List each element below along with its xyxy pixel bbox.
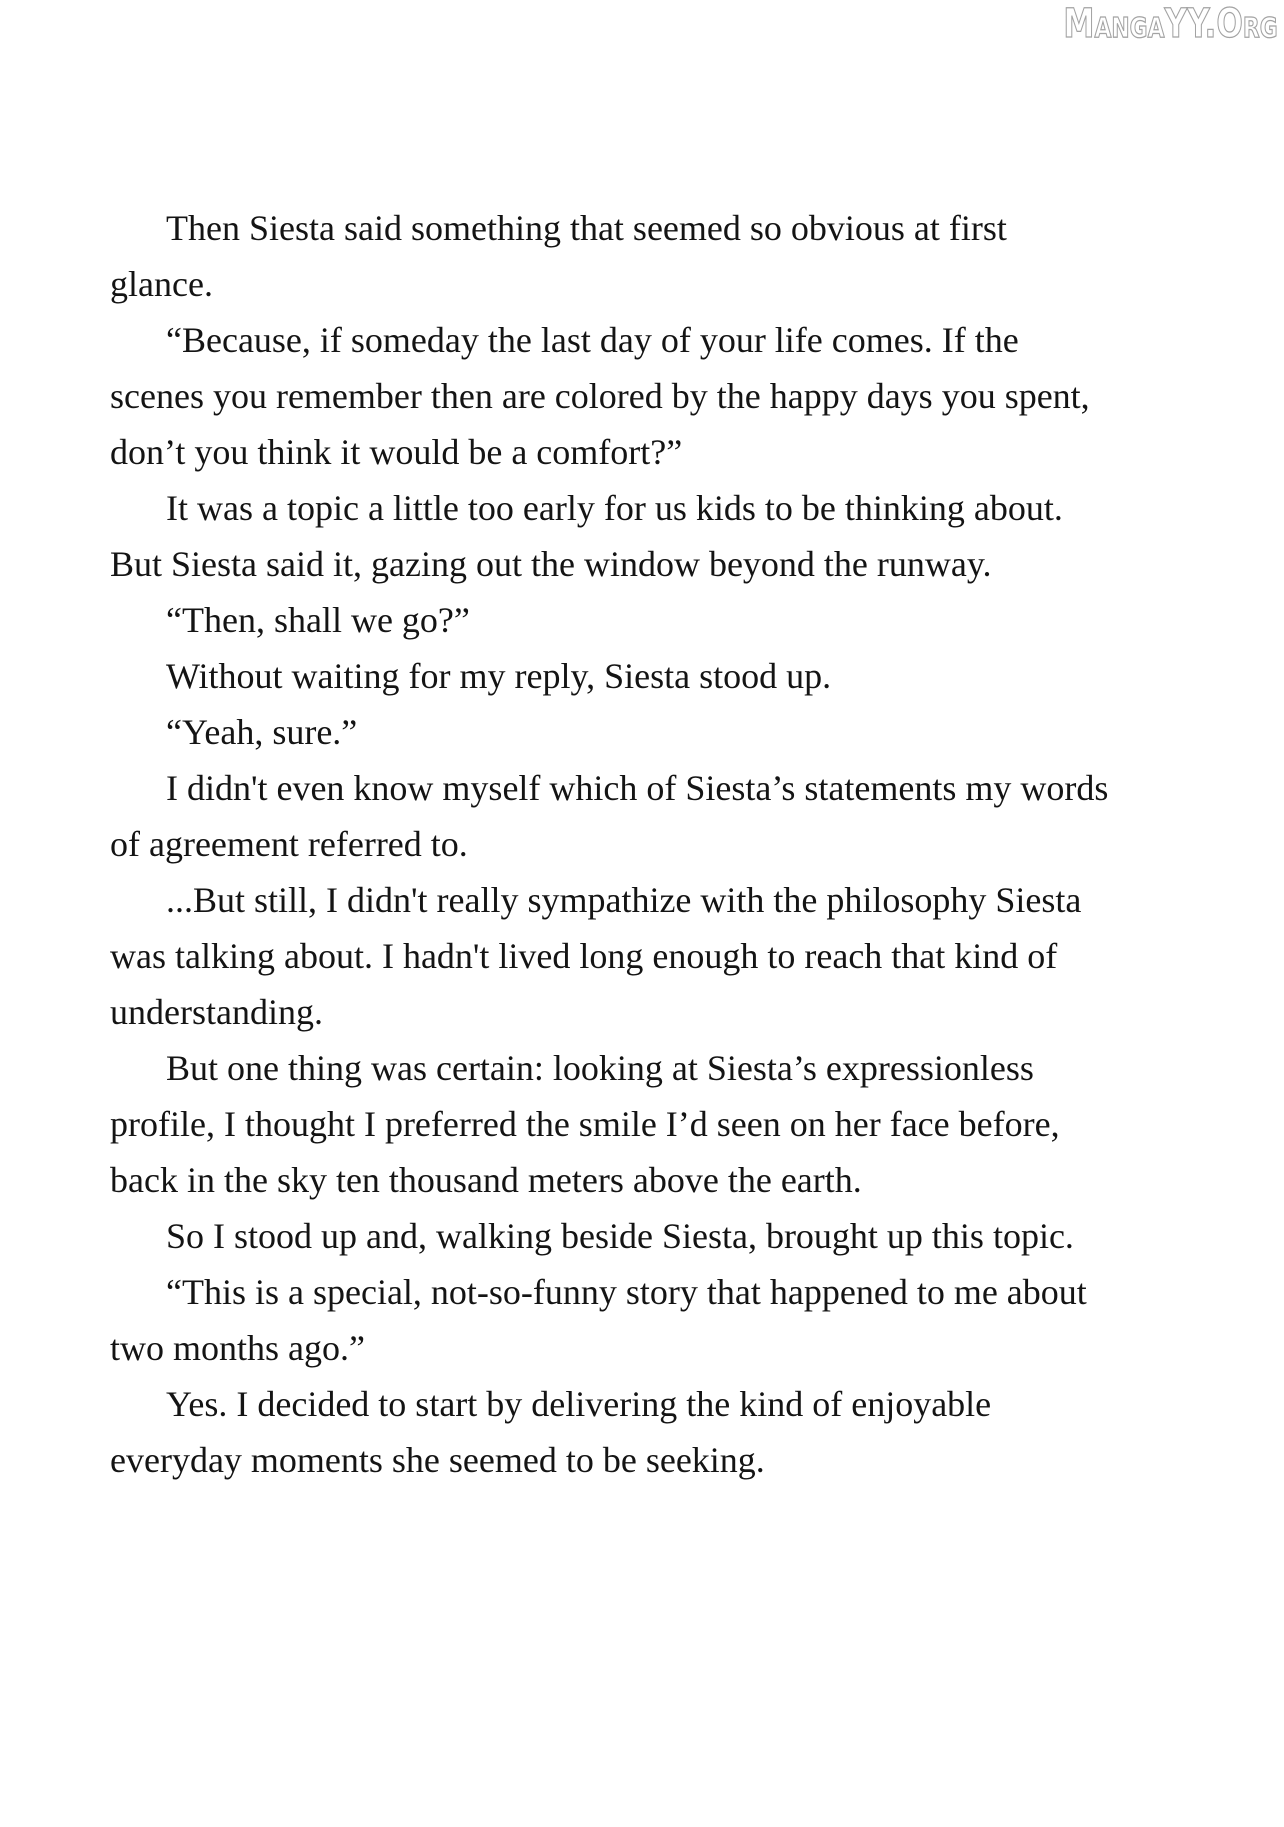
text-line: back in the sky ten thousand meters above the earth. [110,1160,862,1200]
text-line: “Because, if someday the last day of your life comes. If the [166,320,1019,360]
text-line: ...But still, I didn't really sympathize with the philosophy Siesta [166,880,1082,920]
text-line: But Siesta said it, gazing out the window beyond the runway. [110,544,992,584]
text-line: “Yeah, sure.” [166,712,358,752]
text-line: So I stood up and, walking beside Siesta, brought up this topic. [166,1216,1074,1256]
text-line: understanding. [110,992,323,1032]
text-line: was talking about. I hadn't lived long enough to reach that kind of [110,936,1058,976]
text-line: of agreement referred to. [110,824,468,864]
text-line: Without waiting for my reply, Siesta stood up. [166,656,832,696]
body-text [110,200,1176,1488]
text-line: “Then, shall we go?” [166,600,470,640]
text-line: scenes you remember then are colored by the happy days you spent, [110,376,1090,416]
text-line: everyday moments she seemed to be seeking. [110,1440,765,1480]
text-line: glance. [110,264,213,304]
text-line: Yes. I decided to start by delivering the kind of enjoyable [166,1384,992,1424]
text-line: don’t you think it would be a comfort?” [110,432,683,472]
text-line: Then Siesta said something that seemed so obvious at first [166,208,1007,248]
site-watermark-logo: MangaYY.Org [1063,1,1278,47]
text-line: But one thing was certain: looking at Siesta’s expressionless [166,1048,1034,1088]
text-line: profile, I thought I preferred the smile I’d seen on her face before, [110,1104,1060,1144]
text-line: It was a topic a little too early for us kids to be thinking about. [166,488,1063,528]
text-line: “This is a special, not-so-funny story that happened to me about [166,1272,1087,1312]
text-line: two months ago.” [110,1328,365,1368]
text-line: I didn't even know myself which of Siesta’s statements my words [166,768,1109,808]
